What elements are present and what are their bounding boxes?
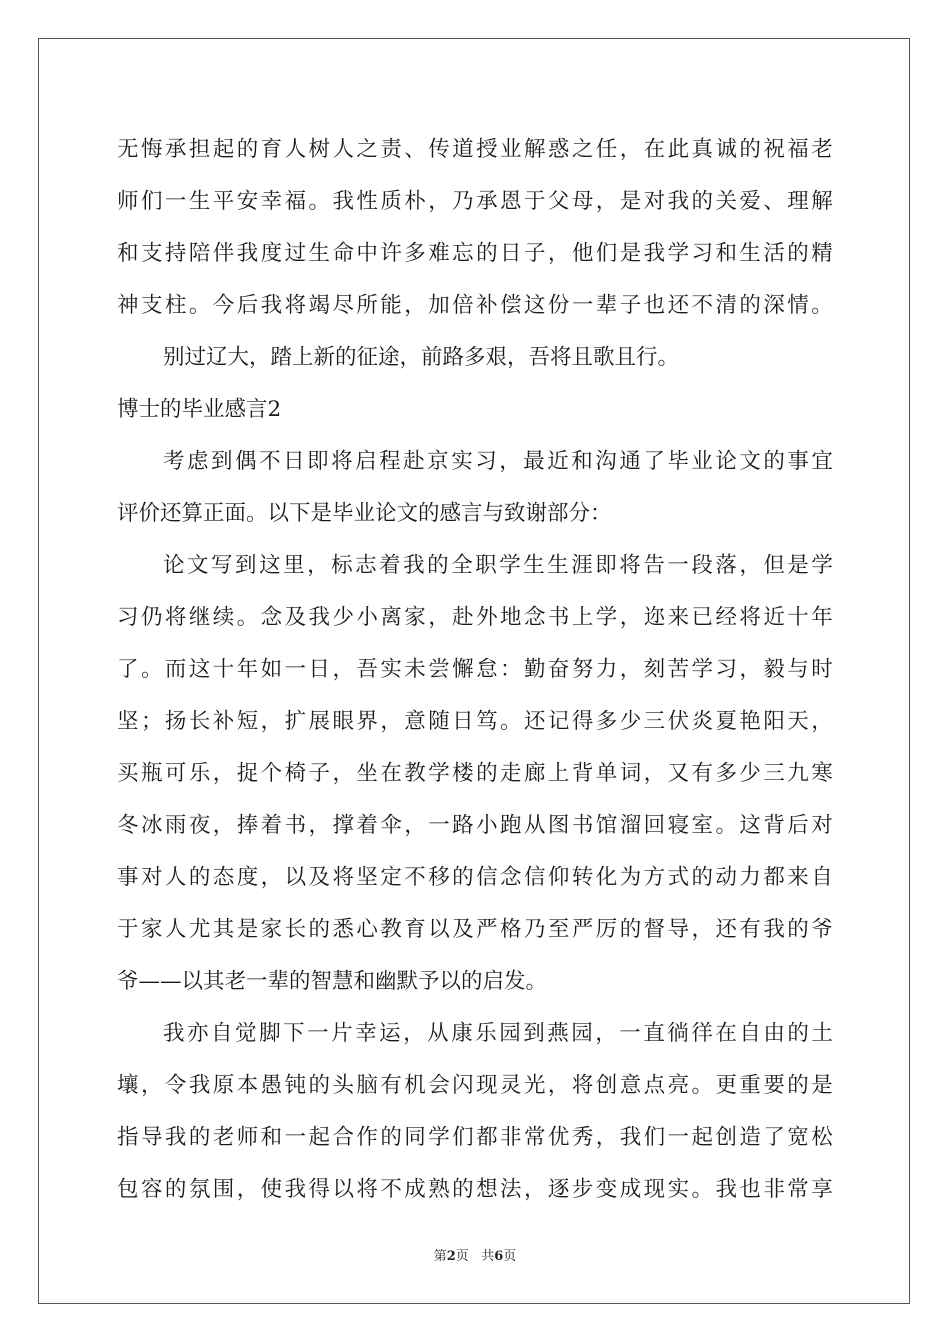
total-label-suffix: 页 <box>503 1249 517 1264</box>
page-number: 2 <box>446 1249 456 1264</box>
text-line: 冬 冰 雨 夜 ， 捧 着 书 ， 撑 着 伞 ， 一 路 小 跑 从 图 书 馆 溜 回 寝 室 。 这 背 后 对 <box>117 813 833 838</box>
text-line: 我 亦 自 觉 脚 下 一 片 幸 运 ， 从 康 乐 园 到 燕 园 ， 一 直 徜 徉 在 自 由 的 土 <box>163 1021 833 1046</box>
text-line: 坚 ； 扬 长 补 短 ， 扩 展 眼 界 ， 意 随 日 笃 。 还 记 得 多 少 三 伏 炎 夏 艳 阳 天 ， <box>117 709 833 734</box>
text-line: 神 支 柱 。 今 后 我 将 竭 尽 所 能 ， 加 倍 补 偿 这 份 一 辈 子 也 还 不 清 的 深 情 。 <box>117 293 833 318</box>
text-line: 买 瓶 可 乐 ， 捉 个 椅 子 ， 坐 在 教 学 楼 的 走 廊 上 背 单 词 ， 又 有 多 少 三 九 寒 <box>117 761 833 786</box>
text-line: 无 悔 承 担 起 的 育 人 树 人 之 责 、 传 道 授 业 解 惑 之 任 ， 在 此 真 诚 的 祝 福 老 <box>117 137 833 162</box>
text-line: 评价还算正面。以下是毕业论文的感言与致谢部分： <box>117 501 612 526</box>
page-label-prefix: 第 <box>433 1249 447 1264</box>
text-line: 别过辽大，踏上新的征途，前路多艰，吾将且歌且行。 <box>163 345 680 370</box>
text-line: 事 对 人 的 态 度 ， 以 及 将 坚 定 不 移 的 信 念 信 仰 转 化 为 方 式 的 动 力 都 来 自 <box>117 865 833 890</box>
total-pages: 6 <box>494 1249 504 1264</box>
text-line: 论 文 写 到 这 里 ， 标 志 着 我 的 全 职 学 生 生 涯 即 将 告 一 段 落 ， 但 是 学 <box>163 553 833 578</box>
text-line: 了 。 而 这 十 年 如 一 日 ， 吾 实 未 尝 懈 怠 ： 勤 奋 努 力 ， 刻 苦 学 习 ， 毅 与 时 <box>117 657 833 682</box>
text-line: 习 仍 将 继 续 。 念 及 我 少 小 离 家 ， 赴 外 地 念 书 上 学 ， 迩 来 已 经 将 近 十 年 <box>117 605 833 630</box>
text-line: 于 家 人 尤 其 是 家 长 的 悉 心 教 育 以 及 严 格 乃 至 严 厉 的 督 导 ， 还 有 我 的 爷 <box>117 917 833 942</box>
text-line: 壤 ， 令 我 原 本 愚 钝 的 头 脑 有 机 会 闪 现 灵 光 ， 将 创 意 点 亮 。 更 重 要 的 是 <box>117 1073 833 1098</box>
page-footer <box>0 1245 950 1264</box>
total-label-prefix: 共 <box>481 1249 495 1264</box>
page-label-suffix: 页 <box>455 1249 469 1264</box>
document-body <box>117 124 833 1216</box>
section-heading: 博士的毕业感言2 <box>117 397 282 422</box>
text-line: 考 虑 到 偶 不 日 即 将 启 程 赴 京 实 习 ， 最 近 和 沟 通 了 毕 业 论 文 的 事 宜 <box>163 449 833 474</box>
text-line: 和 支 持 陪 伴 我 度 过 生 命 中 许 多 难 忘 的 日 子 ， 他 们 是 我 学 习 和 生 活 的 精 <box>117 241 833 266</box>
text-line: 指 导 我 的 老 师 和 一 起 合 作 的 同 学 们 都 非 常 优 秀 ， 我 们 一 起 创 造 了 宽 松 <box>117 1125 833 1150</box>
text-line: 师 们 一 生 平 安 幸 福 。 我 性 质 朴 ， 乃 承 恩 于 父 母 ， 是 对 我 的 关 爱 、 理 解 <box>117 189 833 214</box>
text-line: 包 容 的 氛 围 ， 使 我 得 以 将 不 成 熟 的 想 法 ， 逐 步 变 成 现 实 。 我 也 非 常 享 <box>117 1177 833 1202</box>
text-line: 爷——以其老一辈的智慧和幽默予以的启发。 <box>117 969 548 994</box>
